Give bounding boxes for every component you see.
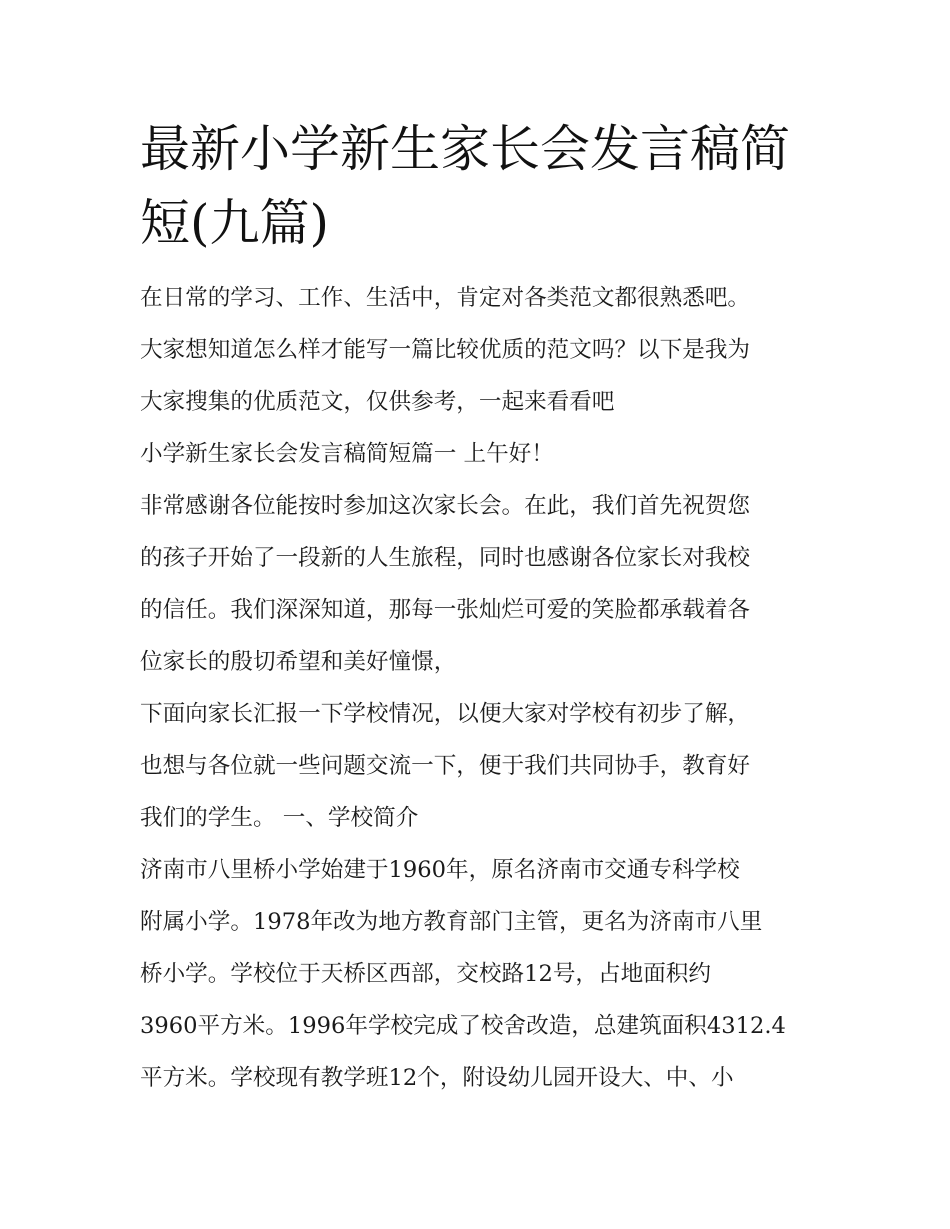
paragraph-line: 3960平方米。1996年学校完成了校舍改造，总建筑面积4312.4	[140, 1013, 786, 1039]
paragraph-line: 大家想知道怎么样才能写一篇比较优质的范文吗？以下是我为	[140, 337, 751, 363]
title-line: 短(九篇)	[140, 194, 330, 252]
paragraph-line: 在日常的学习、工作、生活中，肯定对各类范文都很熟悉吧。	[140, 285, 751, 311]
document-body	[140, 272, 812, 1104]
paragraph-line: 的信任。我们深深知道，那每一张灿烂可爱的笑脸都承载着各	[140, 597, 751, 623]
paragraph-line: 非常感谢各位能按时参加这次家长会。在此，我们首先祝贺您	[140, 493, 751, 519]
paragraph-line: 也想与各位就一些问题交流一下，便于我们共同协手，教育好	[140, 753, 751, 779]
paragraph-line: 济南市八里桥小学始建于1960年，原名济南市交通专科学校	[140, 857, 740, 883]
paragraph-line: 桥小学。学校位于天桥区西部，交校路12号，占地面积约	[140, 961, 711, 987]
paragraph-line: 大家搜集的优质范文，仅供参考，一起来看看吧	[140, 389, 615, 415]
paragraph-line: 位家长的殷切希望和美好憧憬，	[140, 649, 457, 675]
section-heading-line: 小学新生家长会发言稿简短篇一 上午好！	[140, 441, 554, 467]
title-line: 最新小学新生家长会发言稿简	[140, 120, 790, 178]
paragraph-line: 附属小学。1978年改为地方教育部门主管，更名为济南市八里	[140, 909, 763, 935]
document-title	[140, 112, 820, 260]
paragraph-line: 平方米。学校现有教学班12个，附设幼儿园开设大、中、小	[140, 1065, 734, 1091]
paragraph-line: 的孩子开始了一段新的人生旅程，同时也感谢各位家长对我校	[140, 545, 751, 571]
paragraph-line: 我们的学生。 一、学校简介	[140, 805, 419, 831]
paragraph-line: 下面向家长汇报一下学校情况，以便大家对学校有初步了解，	[140, 701, 751, 727]
